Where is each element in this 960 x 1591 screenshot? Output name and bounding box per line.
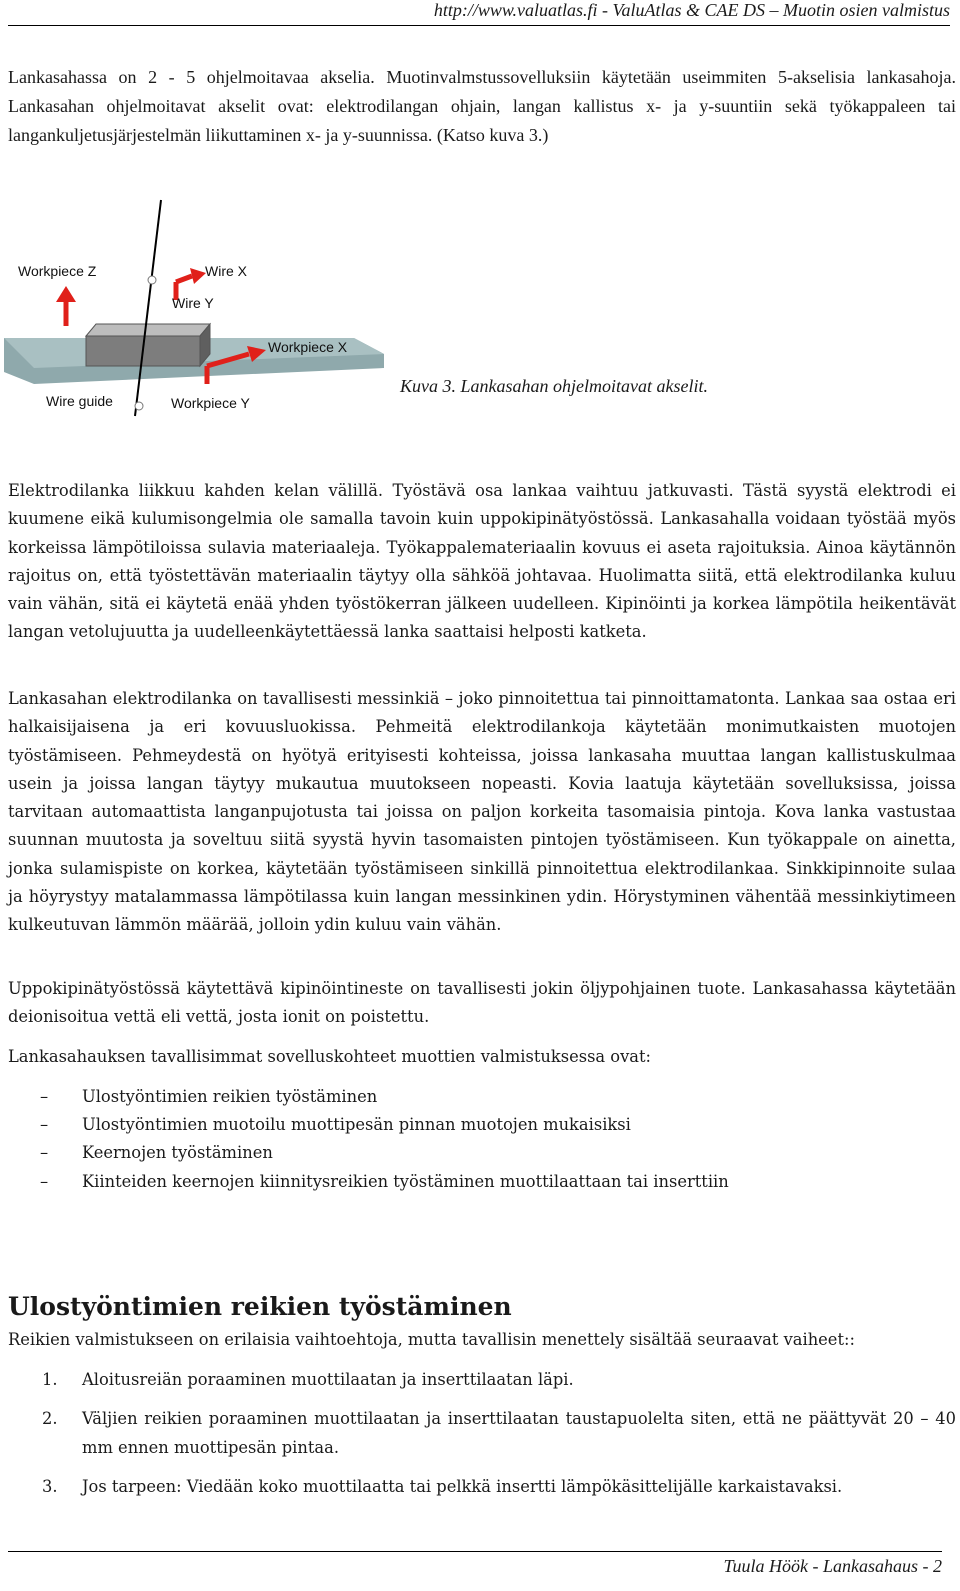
wire-line	[135, 200, 161, 416]
wire-saw-axes-figure	[4, 196, 384, 424]
label-workpiece-x: Workpiece X	[268, 339, 348, 355]
steps-list	[8, 1366, 956, 1501]
list-item: – Ulostyöntimien muotoilu muottipesän pinnan muotojen mukaisiksi	[40, 1115, 631, 1135]
list-item: 3. Jos tarpeen: Viedään koko muottilaatta tai pelkkä insertti lämpökäsittelijälle karkaistavaksi.	[42, 1476, 843, 1496]
label-workpiece-z: Workpiece Z	[18, 263, 97, 279]
label-wire-guide: Wire guide	[46, 393, 113, 409]
page-footer: Tuula Höök - Lankasahaus - 2	[8, 1551, 942, 1577]
section-title: Ulostyöntimien reikien työstäminen	[8, 1292, 512, 1321]
upper-guide-node	[148, 276, 156, 284]
paragraph-3: Uppokipinätyöstössä käytettävä kipinöintineste on tavallisesti jokin öljypohjainen tuote. Lankasahassa käytetään deionisoitua vettä eli vettä, josta ionit on poistettu.	[8, 979, 956, 1027]
workpiece-top	[86, 324, 210, 336]
figure-caption: Kuva 3. Lankasahan ohjelmoitavat akselit.	[400, 376, 708, 396]
list-item: – Keernojen työstäminen	[40, 1143, 273, 1163]
page-header: http://www.valuatlas.fi - ValuAtlas & CAE DS – Muotin osien valmistus	[8, 0, 950, 26]
paragraph-4: Lankasahauksen tavallisimmat sovelluskohteet muottien valmistuksessa ovat:	[8, 1047, 652, 1066]
list-item: 2. Väljien reikien poraaminen muottilaatan ja inserttilaatan taustapuolelta siten, että ne päättyvät 20 – 40 mm ennen muottipesän pintaa.	[42, 1409, 956, 1457]
list-item: – Ulostyöntimien reikien työstäminen	[40, 1087, 378, 1106]
label-wire-y: Wire Y	[172, 295, 214, 311]
paragraph-1: Elektrodilanka liikkuu kahden kelan välillä. Työstävä osa lankaa vaihtuu jatkuvasti. Tästä syystä elektrodi ei kuumene eikä kulumisongelmia ole samalla tavoin kuin uppokipinätyöstössä. Lankasahalla voidaan työstää myös korkeissa lämpötiloissa sulavia materiaaleja. Työkappalemateriaalin kovuus ei aseta rajoituksia. Ainoa käytännön rajoitus on, että työstettävän materiaalin täytyy olla sähköä johtavaa. Huolimatta siitä, että elektrodilanka kuluu vain vähän, sitä ei käytetä enää yhden työstökerran jälkeen uudelleen. Kipinöinti ja korkea lämpötila heikentävät langan vetolujuutta ja uudelleenkäytettäessä lanka saattaisi helposti katketa.	[8, 481, 956, 642]
lower-guide-node	[135, 402, 143, 410]
list-item: 1. Aloitusreiän poraaminen muottilaatan ja inserttilaatan läpi.	[42, 1370, 574, 1389]
label-workpiece-y: Workpiece Y	[171, 395, 250, 411]
list-item: – Kiinteiden keernojen kiinnitysreikien työstäminen muottilaattaan tai inserttiin	[40, 1171, 729, 1191]
intro-paragraph: Lankasahassa on 2 - 5 ohjelmoitavaa akselia. Muotinvalmstussovelluksiin käytetään useimmiten 5-akselisia lankasahoja. Lankasahan ohjelmoitavat akselit ovat: elektrodilangan ohjain, langan kallistus x- ja y-suuntiin sekä työkappaleen tai langankuljetusjärjestelmän liikuttaminen x- ja y-suunnissa. (Katso kuva 3.)	[8, 67, 956, 145]
label-wire-x: Wire X	[205, 263, 247, 279]
applications-list	[8, 1083, 729, 1196]
paragraph-2: Lankasahan elektrodilanka on tavallisesti messinkiä – joko pinnoitettua tai pinnoittamatonta. Lankaa saa ostaa eri halkaisijaisena ja eri kovuusluokissa. Pehmeitä elektrodilankoja käytetään monimutkaisten muotojen työstämiseen. Pehmeydestä on hyötyä erityisesti kohteissa, joissa lankasaha muuttaa langan kallistuskulmaa usein ja joissa langan täytyy mukautua muutokseen nopeasti. Kovia laatuja käytetään sovelluksissa, joissa tarvitaan automaattista langanpujotusta tai joissa on paljon korkeita tasomaisia pintoja. Kova lanka vastustaa suunnan muutosta ja soveltuu siitä syystä hyvin tasomaisten pintojen työstämiseen. Kun työkappale on ainetta, jonka sulamispiste on korkea, käytetään työstämiseen sinkillä pinnoitettua elektrodilankaa. Sinkkipinnoite sulaa ja höyrystyy matalammassa lämpötilassa kuin langan messinkinen ydin. Hörystyminen vähentää messinkiytimeen kulkeutuvan lämmön määrää, jolloin ydin kuluu vain vähän.	[8, 689, 956, 935]
section-intro: Reikien valmistukseen on erilaisia vaihtoehtoja, mutta tavallisin menettely sisältää seuraavat vaiheet::	[8, 1330, 855, 1349]
